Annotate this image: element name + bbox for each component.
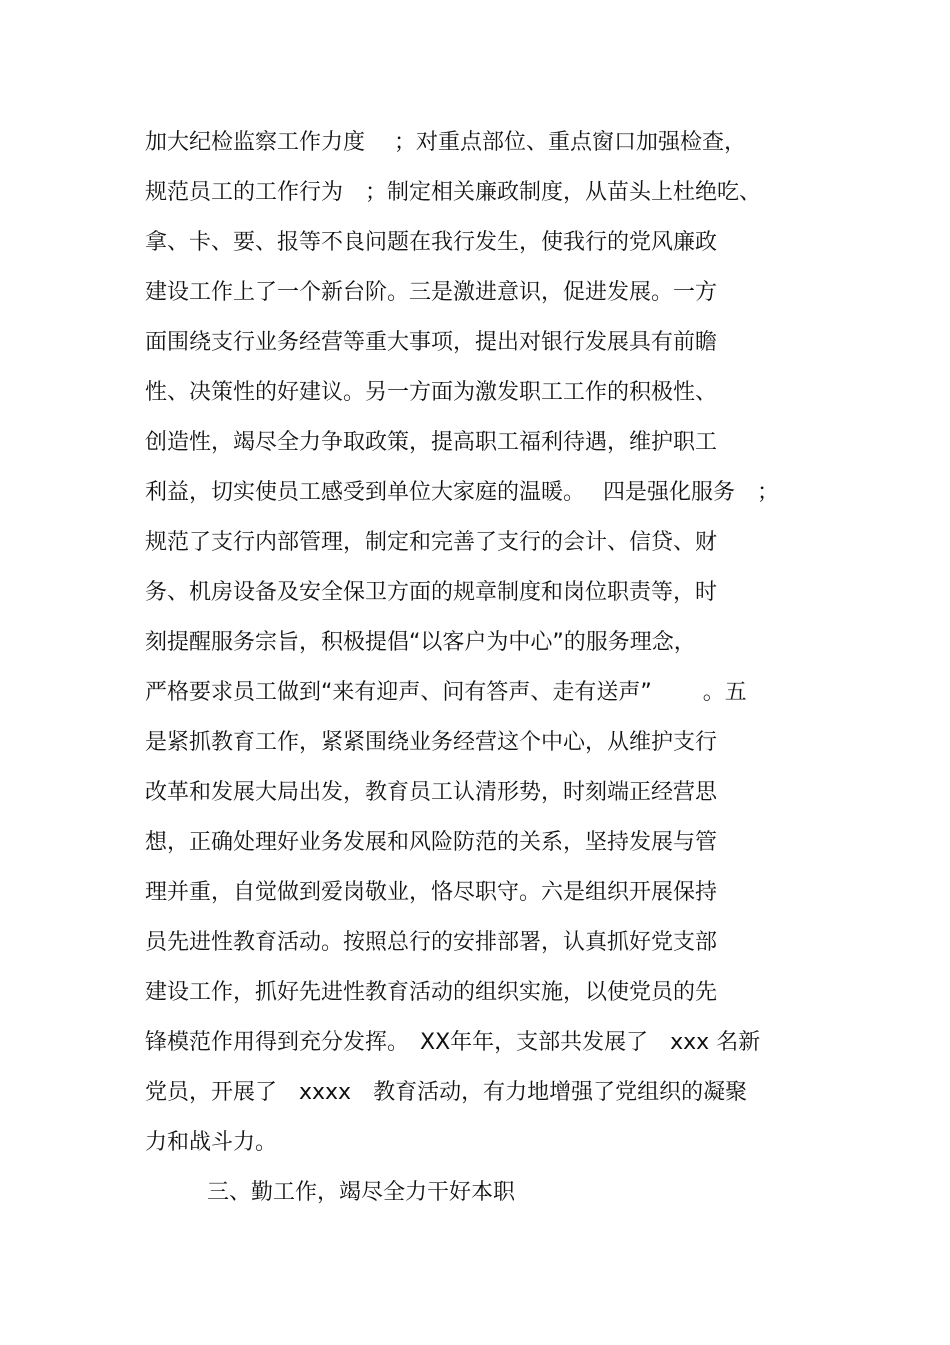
body-line: 规范了支行内部管理，制定和完善了支行的会计、信贷、财 [145,530,718,555]
body-line: 加大纪检监察工作力度 ；对重点部位、重点窗口加强检查， [145,130,746,155]
body-line: 力和战斗力。 [145,1130,278,1155]
body-line: 建设工作，抓好先进性教育活动的组织实施，以使党员的先 [145,980,718,1005]
body-line: 面围绕支行业务经营等重大事项，提出对银行发展具有前瞻 [145,330,718,355]
body-line: 拿、卡、要、报等不良问题在我行发生，使我行的党风廉政 [145,230,718,255]
body-line: 员先进性教育活动。按照总行的安排部署，认真抓好党支部 [145,930,718,955]
body-line: 严格要求员工做到“来有迎声、问有答声、走有送声” 。五 [145,680,747,705]
body-line: 改革和发展大局出发，教育员工认清形势，时刻端正经营思 [145,780,718,805]
body-line: 性、决策性的好建议。另一方面为激发职工工作的积极性、 [145,380,718,405]
body-line: 规范员工的工作行为 ；制定相关廉政制度，从苗头上杜绝吃、 [145,180,762,205]
body-line: 创造性，竭尽全力争取政策，提高职工福利待遇，维护职工 [145,430,718,455]
body-line: 利益，切实使员工感受到单位大家庭的温暖。 四是强化服务 ； [145,480,779,505]
body-line: 建设工作上了一个新台阶。三是激进意识，促进发展。一方 [145,280,718,305]
section-heading: 三、勤工作，竭尽全力干好本职 [207,1180,516,1205]
body-line: 务、机房设备及安全保卫方面的规章制度和岗位职责等，时 [145,580,718,605]
body-line: 刻提醒服务宗旨，积极提倡“以客户为中心”的服务理念， [145,630,696,655]
body-line: 理并重，自觉做到爱岗敬业，恪尽职守。六是组织开展保持 [145,880,718,905]
body-line: 想，正确处理好业务发展和风险防范的关系，坚持发展与管 [145,830,718,855]
body-line: 锋模范作用得到充分发挥。 XX年年，支部共发展了 xxx 名新 [145,1030,761,1055]
body-line: 党员，开展了 xxxx 教育活动，有力地增强了党组织的凝聚 [145,1080,748,1105]
body-line: 是紧抓教育工作，紧紧围绕业务经营这个中心，从维护支行 [145,730,718,755]
